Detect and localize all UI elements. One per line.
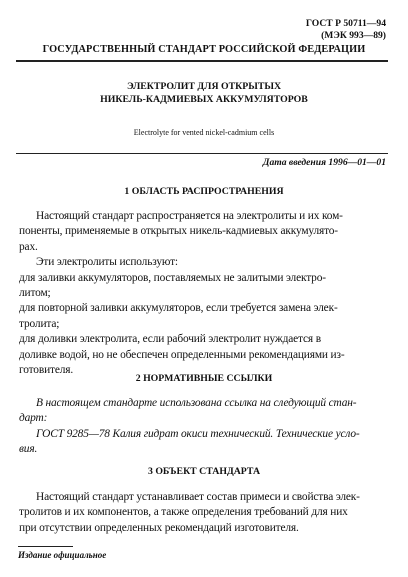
text-line: для заливки аккумуляторов, поставляемых не залитыми электро- [19, 271, 326, 284]
text-line: дарт: [19, 412, 48, 425]
document-title-line-2: НИКЕЛЬ-КАДМИЕВЫХ АККУМУЛЯТОРОВ [100, 94, 308, 105]
text-line: ГОСТ 9285—78 Калия гидрат окиси технический. Технические усло- [36, 427, 360, 440]
state-standard-heading: ГОСУДАРСТВЕННЫЙ СТАНДАРТ РОССИЙСКОЙ ФЕДЕРАЦИИ [42, 44, 366, 55]
text-line: для повторной заливки аккумуляторов, если требуется замена элек- [19, 302, 338, 315]
section-3-body [19, 490, 387, 536]
english-title: Electrolyte for vented nickel-cadmium cells [133, 128, 275, 137]
date-rule [16, 153, 388, 154]
section-2-heading: 2 НОРМАТИВНЫЕ ССЫЛКИ [135, 373, 273, 384]
text-line: В настоящем стандарте использована ссылка на следующий стан- [36, 397, 357, 409]
text-line: Настоящий стандарт устанавливает состав примеси и свойства элек- [36, 491, 360, 503]
top-rule [16, 60, 388, 62]
iec-number: (МЭК 993—89) [321, 30, 386, 41]
text-line: рах. [19, 240, 38, 253]
section-3-heading: 3 ОБЪЕКТ СТАНДАРТА [147, 466, 261, 477]
text-line: литом; [19, 287, 51, 300]
footer-official-edition: Издание официальное [18, 550, 107, 560]
text-line: доливке водой, но не обеспечен определенными рекомендациями из- [19, 348, 345, 361]
section-1-body [19, 209, 387, 378]
text-line: для доливки электролита, если рабочий электролит нуждается в [19, 333, 321, 346]
standard-number: ГОСТ Р 50711—94 [305, 18, 386, 29]
text-line: Настоящий стандарт распространяется на электролиты и их ком- [36, 210, 343, 222]
text-line: тролита; [19, 317, 60, 330]
section-2-body [19, 396, 387, 458]
text-line: поненты, применяемые в открытых никель-кадмиевых аккумулято- [19, 225, 338, 238]
text-line: при отсутствии определенных рекомендаций изготовителя. [19, 521, 299, 534]
text-line: готовителя. [19, 364, 74, 377]
footer-rule [18, 546, 73, 547]
text-line: тролитов и их компонентов, а также определения требований для них [19, 506, 348, 519]
document-title-line-1: ЭЛЕКТРОЛИТ ДЛЯ ОТКРЫТЫХ [126, 81, 282, 92]
text-line: Эти электролиты используют: [36, 256, 178, 269]
section-1-heading: 1 ОБЛАСТЬ РАСПРОСТРАНЕНИЯ [124, 186, 284, 197]
text-line: вия. [19, 443, 38, 456]
introduction-date: Дата введения 1996—01—01 [262, 157, 386, 168]
